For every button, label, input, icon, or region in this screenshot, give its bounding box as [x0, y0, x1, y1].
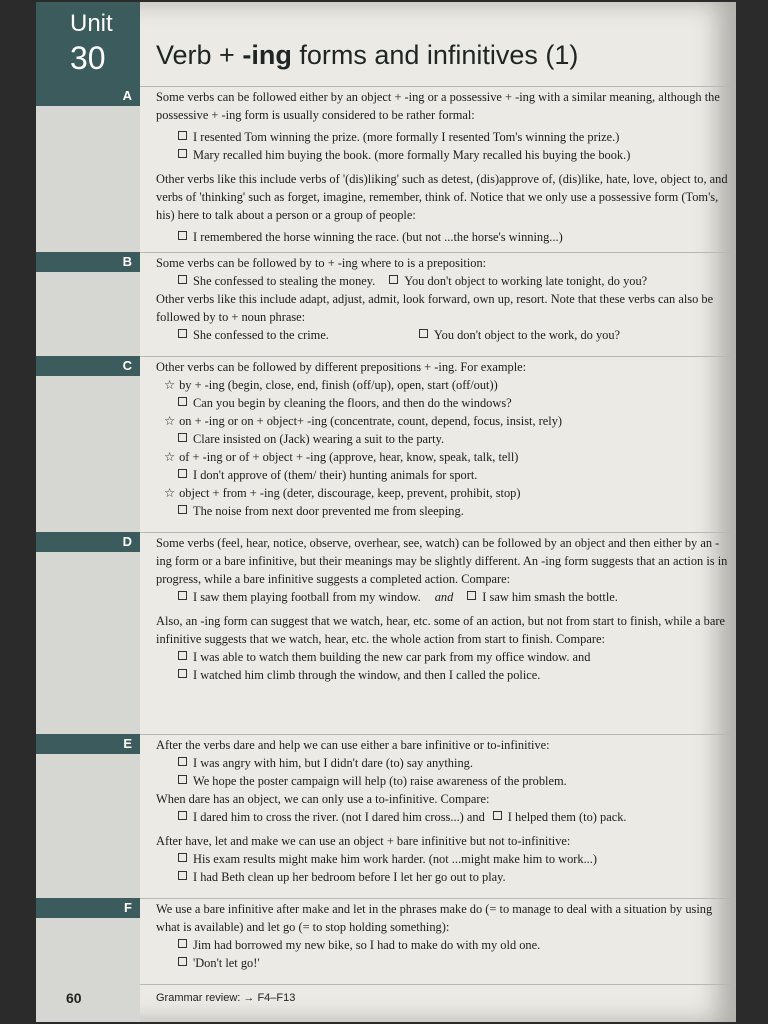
left-margin-column [36, 2, 140, 1022]
textbook-page [36, 2, 736, 1022]
section-label-f: F [36, 898, 140, 918]
star-icon: ☆ [164, 414, 176, 428]
example: I remembered the horse winning the race. (but not ...the horse's winning...) [156, 228, 731, 246]
section-e-text-2: After have, let and make we can use an object + bare infinitive but not to-infinitive: [156, 834, 571, 848]
grammar-review-reference: Grammar review: → F4–F13 [156, 992, 296, 1004]
example: She confessed to stealing the money. You don't object to working late tonight, do you? [156, 272, 731, 290]
section-label-a: A [36, 86, 140, 106]
page-title: Verb + -ing forms and infinitives (1) [156, 40, 579, 70]
section-label-d: D [36, 532, 140, 552]
example: I saw them playing football from my window. and I saw him smash the bottle. [156, 588, 731, 606]
example: We hope the poster campaign will help (to) raise awareness of the problem. [156, 772, 731, 790]
example: She confessed to the crime. You don't object to the work, do you? [156, 326, 731, 344]
example: I resented Tom winning the prize. (more formally I resented Tom's winning the prize.) [156, 128, 731, 146]
example: Clare insisted on (Jack) wearing a suit to the party. [156, 430, 731, 448]
section-e-intro: After the verbs dare and help we can use either a bare infinitive or to-infinitive: [156, 738, 550, 752]
unit-number: 30 [70, 40, 106, 76]
section-label-c: C [36, 356, 140, 376]
pattern-item: ☆ of + -ing or of + object + -ing (approve, hear, know, speak, talk, tell) [164, 450, 519, 464]
section-d-intro: Some verbs (feel, hear, notice, observe, overhear, see, watch) can be followed by an object and then either by an -ing form or a bare infinitive, but their meanings may be slightly different. An -ing form suggests that an action is in progress, while a bare infinitive suggests a completed action. Compare: [156, 536, 728, 586]
example: 'Don't let go!' [156, 954, 731, 972]
section-a-intro: Some verbs can be followed either by an object + -ing or a possessive + -ing with a similar meaning, although the possessive + -ing form is usually considered to be rather formal: [156, 90, 720, 122]
page-number: 60 [66, 990, 82, 1006]
unit-badge [36, 2, 140, 86]
example: I had Beth clean up her bedroom before I let her go out to play. [156, 868, 731, 886]
section-a-text: Other verbs like this include verbs of '(dis)liking' such as detest, (dis)approve of, (dis)like, hate, love, object to, and verbs of 'thinking' such as forget, imagine, remember, think of. Notice that we only use a possessive form (Tom's, his) here to talk about a person or a group of people: [156, 172, 728, 222]
pattern-item: ☆ object + from + -ing (deter, discourage, keep, prevent, prohibit, stop) [164, 486, 521, 500]
example: I don't approve of (them/ their) hunting animals for sport. [156, 466, 731, 484]
example: I was able to watch them building the new car park from my office window. and [156, 648, 731, 666]
star-icon: ☆ [164, 378, 176, 392]
star-icon: ☆ [164, 450, 176, 464]
section-label-e: E [36, 734, 140, 754]
example: Can you begin by cleaning the floors, and then do the windows? [156, 394, 731, 412]
section-d-text: Also, an -ing form can suggest that we watch, hear, etc. some of an action, but not from start to finish, while a bare infinitive suggests that we watch, hear, etc. the whole action from start to finish. Compare: [156, 614, 725, 646]
example: I watched him climb through the window, and then I called the police. [156, 666, 731, 684]
example: I dared him to cross the river. (not I dared him cross...) and I helped them (to) pack. [156, 808, 731, 826]
section-c-intro: Other verbs can be followed by different prepositions + -ing. For example: [156, 360, 527, 374]
section-e-text: When dare has an object, we can only use a to-infinitive. Compare: [156, 792, 490, 806]
example: Jim had borrowed my new bike, so I had to make do with my old one. [156, 936, 731, 954]
pattern-item: ☆ on + -ing or on + object+ -ing (concentrate, count, depend, focus, insist, rely) [164, 414, 563, 428]
example: I was angry with him, but I didn't dare (to) say anything. [156, 754, 731, 772]
unit-label: Unit [70, 10, 113, 37]
example: Mary recalled him buying the book. (more formally Mary recalled his buying the book.) [156, 146, 731, 164]
example: His exam results might make him work harder. (not ...might make him to work...) [156, 850, 731, 868]
star-icon: ☆ [164, 486, 176, 500]
section-b-intro: Some verbs can be followed by to + -ing where to is a preposition: [156, 256, 487, 270]
section-label-b: B [36, 252, 140, 272]
section-b-text: Other verbs like this include adapt, adjust, admit, look forward, own up, resort. Note that these verbs can also be followed by to + noun phrase: [156, 292, 714, 324]
section-f-intro: We use a bare infinitive after make and let in the phrases make do (= to manage to deal with a situation by using what is available) and let go (= to stop holding something): [156, 902, 713, 934]
example: The noise from next door prevented me from sleeping. [156, 502, 731, 520]
pattern-item: ☆ by + -ing (begin, close, end, finish (off/up), open, start (off/out)) [164, 378, 498, 392]
